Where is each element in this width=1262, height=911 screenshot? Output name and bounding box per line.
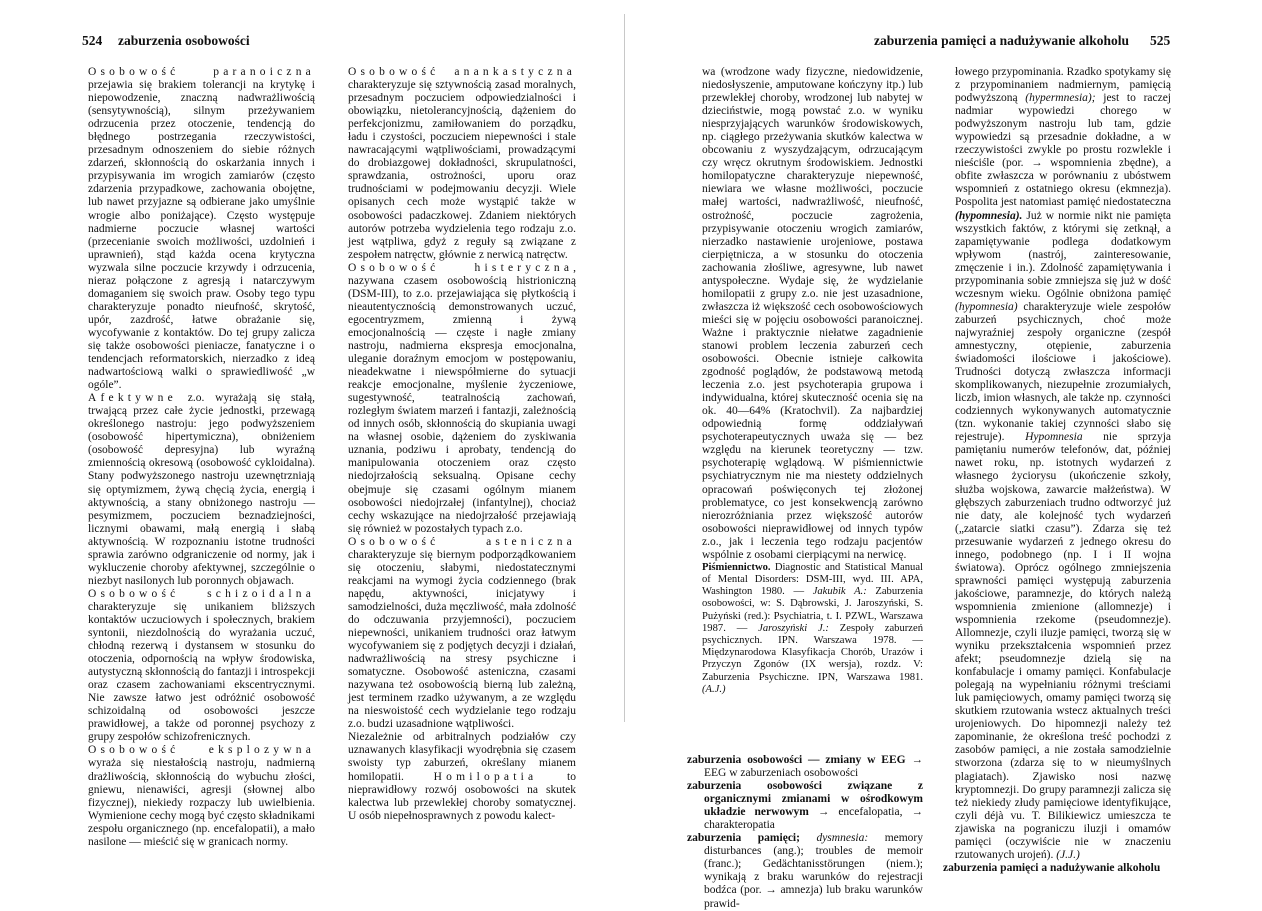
text-run: z.o. wyrażają się stałą, trwającą przez całe życie jednostki, przewagą określonego nastroju: jego podwyższeniem (osobowość hipertymiczna), obniżeniem (osobowość depresyjna) lub wyraźną zmiennością okresową (osobowość cykloidalna). Stany podwyższonego nastroju uzewnętrzniają się optymizmem, żywą chęcią życia, energią i aktywnością, a stany obniżonego nastroju — pesymizmem, poczuciem beznadziejności, licznymi obawami, małą energią i słabą aktywnością. W rozpoznaniu istotne trudności sprawia zarówno odgraniczenie od normy, jak i wykluczenie choroby afektywnej, szczególnie o niezbyt nasilonych lub poronnych objawach. [88,392,315,587]
body-paragraph [88,66,315,392]
right-page-column-1 [687,66,923,911]
bold-text: zaburzenia pamięci; [687,832,800,845]
text-run: nie sprzyja pamiętaniu numerów telefonów, dat, później nawet roku, np. istotnych wydarzeń z własnego życiorysu (ukończenie szkoły, służba wojskowa, zawarcie małżeństwa). W głębszych zaburzeniach trudno odtworzyć już nie daty, ale kolejność tych wydarzeń („zatarcie siatki czasu”). Zdarza się też przesuwanie wydarzeń z jednego okresu do innego, podobnego (np. I i II wojna światowa). Oprócz ogólnego zmniejszenia sprawności pamięci występują zaburzenia jakościowe, paramnezje, do których należą wspomnienia zmienione (allomnezje) i wspomnienia rzekome (pseudomnezje). Allomnezje, czyli iluzje pamięci, tworzą się w wyniku przekształcenia wspomnień przez afekt; pseudomnezje dzielą się na konfabulacje i omamy pamięci. Konfabulacje polegają na wypełnianiu różnymi treściami luk pamięciowych, omamy pamięci tworzą się skutkiem rzutowania wstecz aktualnych treści urojeniowych. Do hipomnezji należy też zapominanie, że określona treść pochodzi z zasobów pamięci, a nie została samodzielnie stworzona (zdarza się to w nieumyślnych plagiatach). Zjawisko nosi nazwę kryptomnezji. Do grupy paramnezji zalicza się też niekiedy złudy pamięciowe identyfikujące, czyli déjà vu. T. Bilikiewicz umieszcza te zjawiska na pograniczu iluzji i omamów pamięci (oczywiście nie w znaczeniu rzutowanych urojeń). [955,431,1171,861]
italic-text: Jakubik A.: [812,586,867,598]
bold-text: zaburzenia osobowości — zmiany w EEG [687,754,906,767]
spaced-term: Osobowość eksplozywna [88,744,315,757]
text-run: → encefalopatia, → charakteropatia [704,806,923,832]
body-paragraph [88,744,315,848]
bold-text: zaburzenia osobowości związane z organicznymi zmianami w ośrodkowym układzie nerwowym [687,780,923,819]
text-run: charakteryzuje się biernym podporządkowaniem się otoczeniu, słabymi, niedostatecznymi reakcjami na wymogi życia codziennego (brak napędu, aktywności, inicjatywy i samodzielności, duża męczliwość, mała zdolność do odczuwania przyjemności), poczuciem niepewności, unikaniem trudności oraz łatwym wycofywaniem się z podjętych decyzji i działań, nadwrażliwością na stresy psychiczne i somatyczne. Osobowość asteniczna, czasami nazywana też osobowością bierną lub zależną, jest terminem rzadko używanym, a ze względu na nieswoistość cech wydzielanie tego rodzaju z.o. budzi uzasadnione wątpliwości. [348,548,576,731]
body-paragraph [348,536,576,732]
body-paragraph [687,66,923,562]
spaced-term: Afektywne [88,392,177,405]
italic-text: Hypomnesia [1025,431,1083,444]
text-run: to nieprawidłowy rozwój osobowości na skutek kalectwa lub przewlekłej choroby somatycznej. U osób niepełnosprawnych z powodu kalect- [348,770,576,822]
dictionary-entry [687,832,923,910]
text-run: Diagnostic and Statistical Manual of Mental Disorders: DSM-III, wyd. III. APA, Washington 1980. — [702,561,923,598]
spaced-term: Osobowość asteniczna [348,535,576,548]
dictionary-entry [687,754,923,780]
text-run: , nazywana czasem osobowością histrioniczną (DSM-III), to z.o. przejawiająca się płytkością i nieautentycznością demonstrowanych uczuć, egocentryzmem, zmienną i żywą emocjonalnością — częste i nagłe zmiany nastroju, nadmierna ekspresja emocjonalna, uleganie doraźnym emocjom w postępowaniu, nieadekwatne i niewspółmierne do sytuacji reakcje emocjonalne, myślenie życzeniowe, sugestywność, teatralnością zachowań, rozległym światem marzeń i fantazji, zależnością od innych osób, skłonnością do skupiania uwagi na własnej osobie, dążeniem do zyskiwania uznania, podziwu i aprobaty, tendencją do manipulowania otoczeniem oraz często niedojrzałością seksualną. Opisane cechy obejmuje się czasami ogólnym mianem osobowości niedojrzałej (infantylnej), chociaż cechy wskazujące na niedojrzałość przejawiają się również w pozostałych typach z.o. [348,261,576,535]
right-page-number: 525 [1150,33,1171,48]
body-paragraph [88,588,315,745]
italic-text: (A.J.) [702,683,726,695]
spaced-term: Osobowość histeryczna [348,261,574,274]
italic-text: (hypermnesia); [1025,92,1096,105]
italic-text: (hypomnesia) [955,300,1018,313]
text-run [800,832,817,844]
left-page-number: 524 [82,33,103,48]
text-run: przejawia się brakiem tolerancji na krytykę i niepowodzenie, znaczną nadwrażliwością (sensytywnością), silnym przeżywaniem odrzucenia przez otoczenie, tendencją do błędnego postrzegania rzeczywistości, przesadnym odnoszeniem do siebie różnych zdarzeń, skłonnością do oskarżania innych i przypisywania im wrogich zamiarów (często zdarzenia przypadkowe, zachowania obojętne, lub nawet przyjazne są odbierane jako umyślnie wrogie albo poniżające). Często występuje nadmierne poczucie własnej wartości (przecenianie swoich możliwości, uzdolnień i uprawnień), stąd każda ocena krytyczna wyzwala silne poczucie krzywdy i odrzucenia, nieraz połączone z agresją i natarczywym domaganiem się swoich praw. Osoby tego typu charakteryzuje ponadto nieufność, skrytość, upór, zazdrość, łatwe obrażanie się, wycofywanie z kontaktów. Do tej grupy zalicza się także osobowości pieniacze, fanatyczne i o tendencjach reformatorskich, nierzadko z ideą nadwartościową walki o sprawiedliwość „w ogóle”. [88,79,315,392]
spaced-term: Osobowość anankastyczna [348,66,576,78]
italic-text: Jaroszyński J.: [758,622,829,634]
references-paragraph [687,562,923,696]
italic-text: dysmnesia: [816,832,869,845]
right-page-column-2 [943,66,1171,875]
spaced-term: Osobowość paranoiczna [88,66,315,78]
text-run: charakteryzuje się unikaniem bliższych kontaktów uczuciowych i społecznych, brakiem syntonii, niezdolnością do wyrażania uczuć, chłodną rezerwą i dystansem w stosunku do otoczenia, odpornością na wpływ środowiska, autystyczną skłonnością do fantazji i introspekcji oraz czasem zachowaniami ekscentrycznymi. Nie zawsze łatwo jest odróżnić osobowość schizoidalną od osobowości jeszcze prawidłowej, a także od poronnej psychozy z grupy zespołów schizofrenicznych. [88,600,315,744]
text-run: łowego przypominania. Rzadko spotykamy się z przypominaniem nadmiernym, pamięcią podwyższoną [955,66,1171,105]
text-run: memory disturbances (ang.); troubles de memoir (franc.); Gedächtanisstörungen (niem.); wynikają z braku warunków do rejestracji bodźca (por. → amnezja) lub braku warunków prawid- [704,832,924,910]
left-page-column-1 [88,66,315,849]
spaced-term: Homilopatia [433,770,538,783]
body-paragraph [348,262,576,536]
bold-text: Piśmiennictwo. [702,561,771,573]
text-run: wyraża się niestałością nastroju, nadmierną drażliwością, skłonnością do wybuchu złości, gniewu, nienawiści, agresji (słownej albo fizycznej), niekiedy rozpaczy lub uwielbienia. Wymienione cechy mogą być często składnikami zespołu organicznego (np. encefalopatii), a mało nasilone — mieścić się w granicach normy. [88,757,315,848]
text-run: Zaburzenia osobowości, w: S. Dąbrowski, J. Jaroszyński, S. Pużyński (red.): Psychiatria, t. I. PZWL, Warszawa 1987. — [702,586,923,634]
left-page-column-2 [348,66,576,823]
text-run: → EEG w zaburzeniach osobowości [704,754,924,780]
page-gutter-divider [624,14,625,722]
text-run: Niezależnie od arbitralnych podziałów czy uznawanych klasyfikacji wyodrębnia się czasem swoisty typ zaburzeń, określany mianem homilopatii. [348,731,576,783]
body-paragraph [88,392,315,588]
italic-text: (J.J.) [1056,848,1080,861]
dictionary-entry [687,780,923,832]
text-run: charakteryzuje wiele zespołów zaburzeń psychicznych, choć może najwyraźniej zespoły organiczne (zespół amnestyczny, otępienie, zaburzenia świadomości ilościowe i jakościowe). Trudności dotyczą zwłaszcza informacji skomplikowanych, niezupełnie zrozumiałych, liczb, imion własnych, ale także np. czynności codziennych wykonywanych automatycznie (tzn. wykonanie takiej czynności słabo się rejestruje). [955,300,1171,444]
body-paragraph [348,731,576,822]
entry-continuation [943,66,1171,862]
left-running-head: zaburzenia osobowości [118,33,250,48]
text-run: Zespoły zaburzeń psychicznych. IPN. Warszawa 1978. — Międzynarodowa Klasyfikacja Chorób, Urazów i Przyczyn Zgonów (IX wersja), rozdz. V: Zaburzenia Psychiczne. IPN, Warszawa 1981. [702,622,923,683]
text-run: charakteryzuje się sztywnością zasad moralnych, przesadnym poczuciem odpowiedzialności i obowiązku, nietolerancyjnością, dążeniem do perfekcjonizmu, zamiłowaniem do porządku, ładu i czystości, poczuciem niepewności i stale nawracającymi wątpliwościami, prowadzącymi do drobiazgowej dokładności, skrupulatności, sprawdzania, ostrożności, uporu oraz trudnościami w podejmowaniu decyzji. Wiele opisanych cech może wystąpić także w osobowości padaczkowej. Zdaniem niektórych autorów potrzeba wydzielenia tego rodzaju z.o. jest wątpliwa, gdyż z reguły są związane z zespołem natręctw, głównie z nerwicą natręctw. [348,79,576,261]
text-run: wa (wrodzone wady fizyczne, niedowidzenie, niedosłyszenie, amputowane kończyny itp.) lub przewlekłej choroby, wrodzonej lub nabytej w dzieciństwie, mogą powstać z.o. w wyniku niesprzyjających warunków środowiskowych, np. ciągłego przeżywania skutków kalectwa w obcowaniu z wyszydzającym, odrzucającym czy wręcz okrutnym środowiskiem. Jednostki homilopatyczne charakteryzuje niepewność, niewiara we własne możliwości, poczucie małej wartości, nadwrażliwość, nieufność, ostrożność, poczucie zagrożenia, przypisywanie otoczeniu wrogich zamiarów, nierzadko nastawienie urojeniowe, postawa cierpiętnicza, a w stosunku do otoczenia zachowania złośliwe, agresywne, lub nawet antyspołeczne. Wydaje się, że wydzielanie homilopatii z grupy z.o. nie jest uzasadnione, zwłaszcza iż większość cech osobowościowych mieści się w pojęciu osobowości paranoicznej. Ważne i praktycznie niełatwe zagadnienie stanowi problem leczenia zaburzeń cech osobowości. Obecnie istnieje całkowita zgodność poglądów, że podstawową metodą leczenia z.o. jest psychoterapia grupowa i indywidualna, której skuteczność ocenia się na ok. 40—64% (Kratochvil). Za najbardziej odpowiednią formę oddziaływań psychoterapeutycznych uważa się — bez względu na kierunek teoretyczny — tzw. psychoterapię wglądową. W piśmiennictwie psychiatrycznym nie ma niestety oddzielnych opracowań poświęconych tej złożonej problematyce, co jest konsekwencją zarówno nierozróżniania przez większość autorów osobowości nieprawidłowej od innych typów z.o., jak i leczenia tego rodzaju pacjentów wspólnie z osobami cierpiącymi na nerwicę. [702,66,923,561]
right-running-head: zaburzenia pamięci a nadużywanie alkoholu [874,33,1130,48]
body-paragraph [348,66,576,262]
text-run: Już w normie nikt nie pamięta wszystkich faktów, z którymi się zetknął, a zapamiętywanie podlega dodatkowym wpływom (nastrój, zainteresowanie, zmęczenie i in.). Zdolność zapamiętywania i przypominania sobie zmniejsza się już w dość wczesnym wieku. Ogólnie obniżona pamięć [955,209,1171,300]
text-run: jest to raczej nadmiar wypowiedzi chorego w podwyższonym nastroju lub tam, gdzie wypowiedzi są przesadnie dokładne, a w rzeczywistości zwykle po prostu rozwlekle i nieściśle (por. → wspomnienia zbędne), a obfite zwłaszcza w porównaniu z ubóstwem wspomnień z ostatniego okresu (ekmnezja). Pospolita jest natomiast pamięć niedostateczna [955,92,1172,209]
bold-text: zaburzenia pamięci a nadużywanie alkoholu [943,861,1161,874]
bold-italic-text: (hypomnesia). [955,209,1023,222]
dictionary-entry [943,862,1171,875]
spaced-term: Osobowość schizoidalna [88,587,315,600]
